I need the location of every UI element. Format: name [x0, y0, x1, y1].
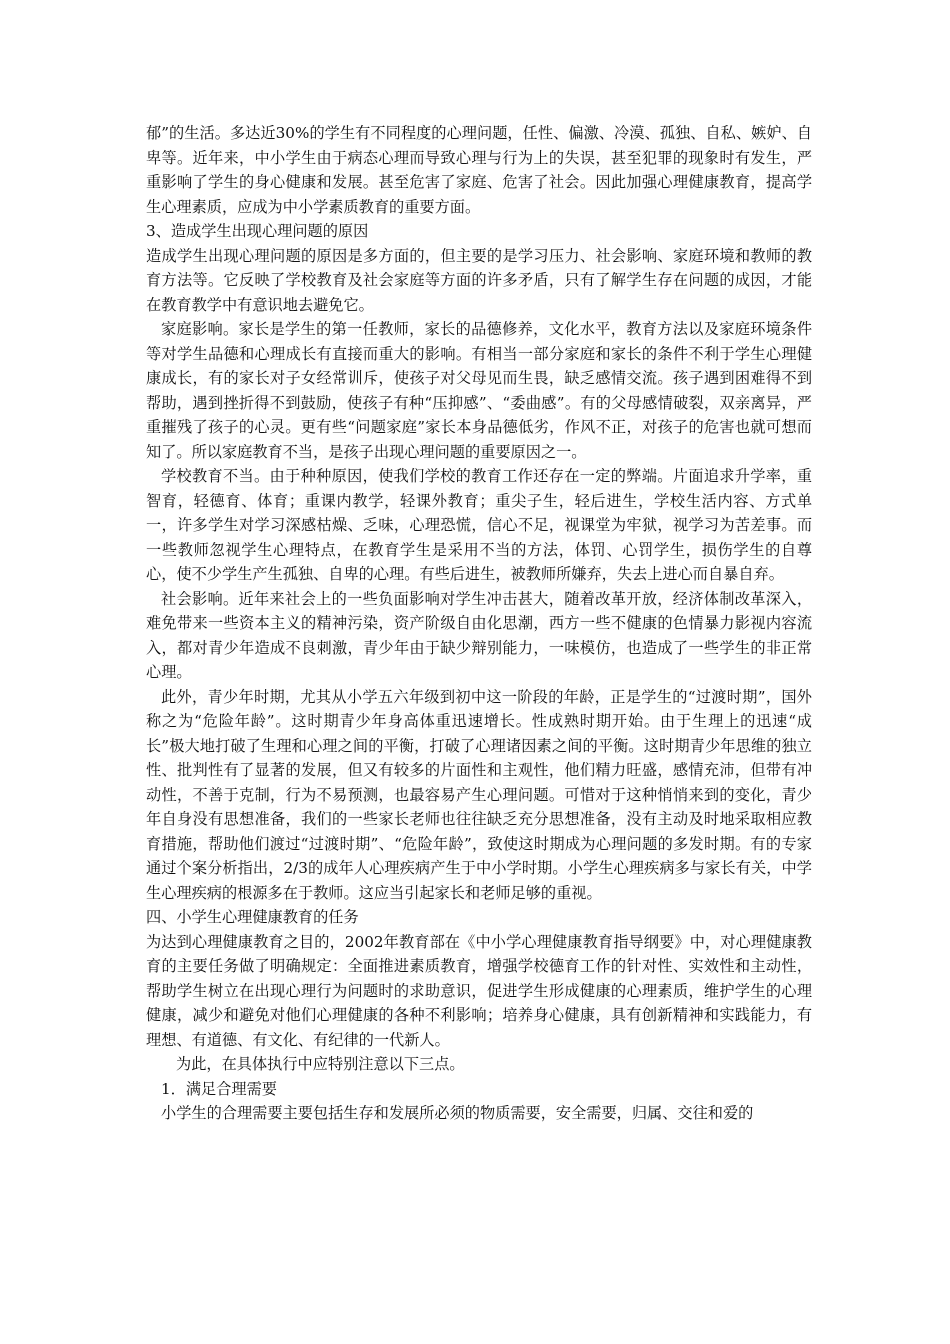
- section-heading-tasks: 四、小学生心理健康教育的任务: [146, 908, 359, 926]
- paragraph-adolescence: 此外，青少年时期，尤其从小学五六年级到初中这一阶段的年龄，正是学生的“过渡时期”，国外称之为“危险年龄”。这时期青少年身高体重迅速增长。性成熟时期开始。由于生理上的迅速“成长”极大地打破了生理和心理之间的平衡，打破了心理诸因素之间的平衡。这时期青少年思维的独立性、批判性有了显著的发展，但又有较多的片面性和主观性，他们精力旺盛，感情充沛，但带有冲动性，不善于克制，行为不易预测，也最容易产生心理问题。可惜对于这种悄悄来到的变化，青少年自身没有思想准备，我们的一些家长老师也往往缺乏充分思想准备，没有主动及时地采取相应教育措施，帮助他们渡过“过渡时期”、“危险年龄”，致使这时期成为心理问题的多发时期。有的专家通过个案分析指出，2/3的成年人心理疾病产生于中小学时期。小学生心理疾病多与家长有关，中学生心理疾病的根源多在于教师。这应当引起家长和老师足够的重视。: [146, 687, 812, 902]
- paragraph-needs: 小学生的合理需要主要包括生存和发展所必须的物质需要，安全需要，归属、交往和爱的: [161, 1104, 754, 1122]
- subheading-reasonable-needs: 1．满足合理需要: [161, 1079, 277, 1098]
- paragraph-social-influence: 社会影响。近年来社会上的一些负面影响对学生冲击甚大，随着改革开放，经济体制改革深入，难免带来一些资本主义的精神污染，资产阶级自由化思潮，西方一些不健康的色情暴力影视内容流入，都对青少年造成不良刺激，青少年由于缺少辩别能力，一味模仿，也造成了一些学生的非正常心理。: [146, 589, 812, 681]
- paragraph-causes-overview: 造成学生出现心理问题的原因是多方面的，但主要的是学习压力、社会影响、家庭环境和教师的教育方法等。它反映了学校教育及社会家庭等方面的许多矛盾，只有了解学生存在问题的成因，才能在教育教学中有意识地去避免它。: [146, 246, 812, 314]
- document-page: [146, 121, 812, 1126]
- paragraph-family-influence: 家庭影响。家长是学生的第一任教师，家长的品德修养，文化水平，教育方法以及家庭环境条件等对学生品德和心理成长有直接而重大的影响。有相当一部分家庭和家长的条件不利于学生心理健康成长，有的家长对子女经常训斥，使孩子对父母见而生畏，缺乏感情交流。孩子遇到困难得不到帮助，遇到挫折得不到鼓励，使孩子有种“压抑感”、“委曲感”。有的父母感情破裂，双亲离异，严重摧残了孩子的心灵。更有些“问题家庭”家长本身品德低劣，作风不正，对孩子的危害也就可想而知了。所以家庭教育不当，是孩子出现心理问题的重要原因之一。: [146, 320, 812, 461]
- paragraph-tasks: 为达到心理健康教育之目的，2002年教育部在《中小学心理健康教育指导纲要》中，对心理健康教育的主要任务做了明确规定：全面推进素质教育，增强学校德育工作的针对性、实效性和主动性，帮助学生树立在出现心理行为问题时的求助意识，促进学生形成健康的心理素质，维护学生的心理健康，减少和避免对他们心理健康的各种不利影响；培养身心健康，具有创新精神和实践能力，有理想、有道德、有文化、有纪律的一代新人。: [146, 932, 812, 1049]
- paragraph-intro: 郁”的生活。多达近30%的学生有不同程度的心理问题，任性、偏激、冷漠、孤独、自私、嫉妒、自卑等。近年来，中小学生由于病态心理而导致心理与行为上的失误，甚至犯罪的现象时有发生，严重影响了学生的身心健康和发展。甚至危害了家庭、危害了社会。因此加强心理健康教育，提高学生心理素质，应成为中小学素质教育的重要方面。: [146, 124, 812, 216]
- paragraph-three-points: 为此，在具体执行中应特别注意以下三点。: [176, 1055, 465, 1073]
- paragraph-school-education: 学校教育不当。由于种种原因，使我们学校的教育工作还存在一定的弊端。片面追求升学率，重智育，轻德育、体育；重课内教学，轻课外教育；重尖子生，轻后进生，学校生活内容、方式单一，许多学生对学习深感枯燥、乏味，心理恐慌，信心不足，视课堂为牢狱，视学习为苦差事。而一些教师忽视学生心理特点，在教育学生是采用不当的方法，体罚、心罚学生，损伤学生的自尊心，使不少学生产生孤独、自卑的心理。有些后进生，被教师所嫌弃，失去上进心而自暴自弃。: [146, 467, 812, 583]
- section-heading-causes: 3、造成学生出现心理问题的原因: [146, 222, 369, 240]
